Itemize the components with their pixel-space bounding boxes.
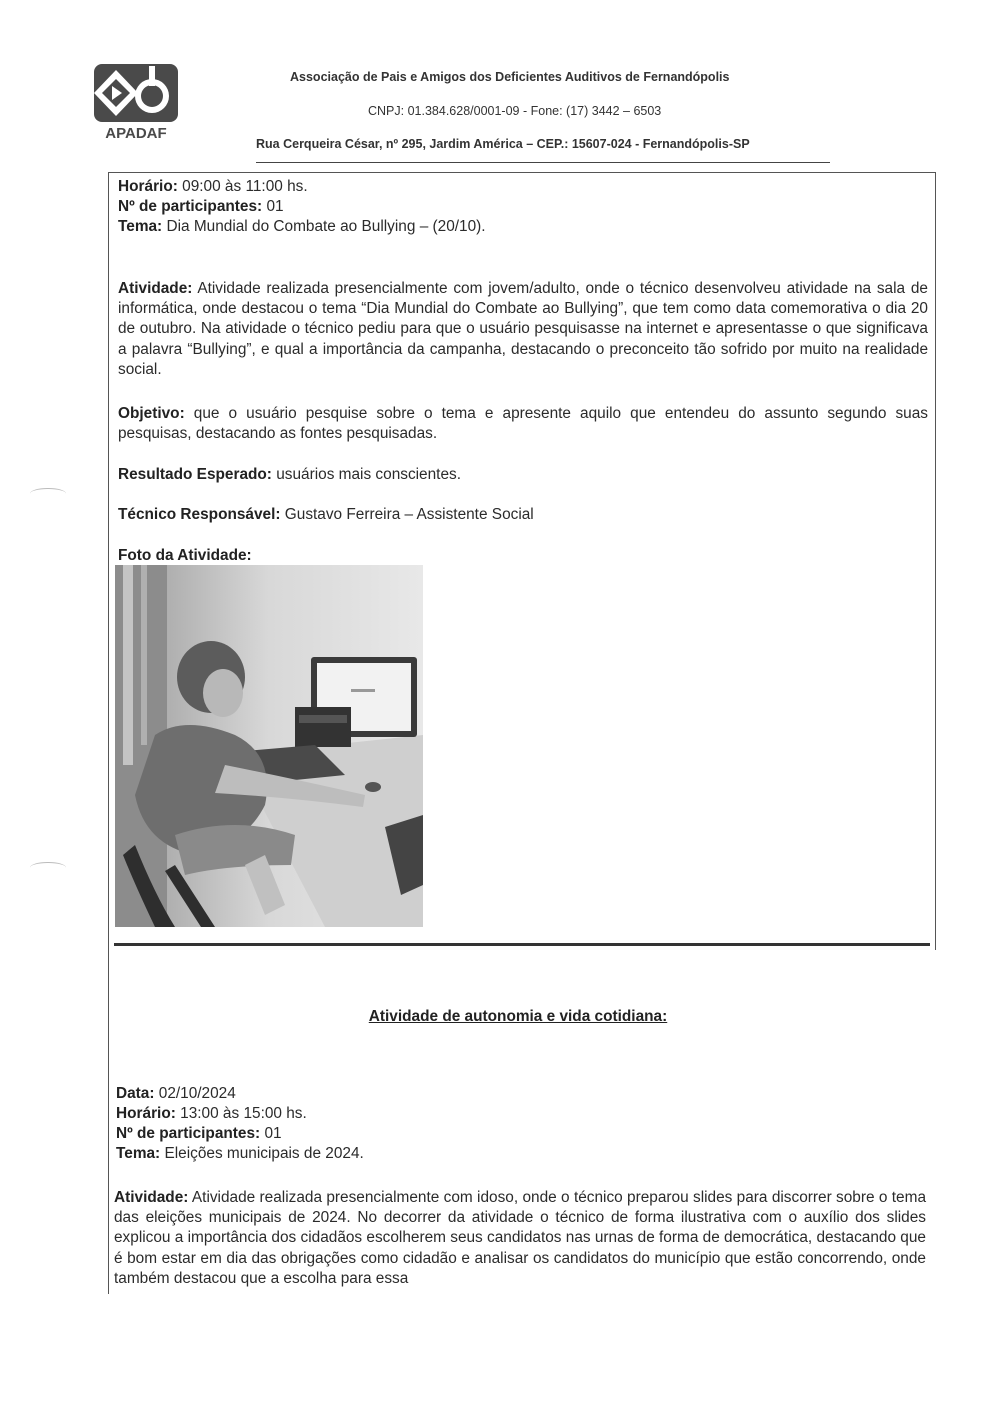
frame-right-border bbox=[935, 172, 936, 950]
organization-cnpj-phone: CNPJ: 01.384.628/0001-09 - Fone: (17) 3442 – 6503 bbox=[368, 104, 662, 118]
participantes-label: Nº de participantes: bbox=[118, 198, 263, 215]
activity1-objetivo bbox=[118, 404, 928, 444]
activity2-atividade bbox=[114, 1188, 926, 1289]
activity2-data bbox=[116, 1084, 236, 1104]
objetivo-label: Objetivo: bbox=[118, 405, 185, 422]
tema-value: Eleições municipais de 2024. bbox=[160, 1145, 364, 1162]
participantes-value: 01 bbox=[260, 1125, 282, 1142]
activity1-resultado bbox=[118, 465, 461, 485]
apadaf-logo bbox=[92, 62, 180, 142]
organization-name: Associação de Pais e Amigos dos Deficientes Auditivos de Fernandópolis bbox=[290, 70, 730, 84]
data-label: Data: bbox=[116, 1085, 155, 1102]
section-title: Atividade de autonomia e vida cotidiana: bbox=[368, 1008, 668, 1025]
scan-mark bbox=[30, 488, 66, 499]
activity1-tecnico bbox=[118, 505, 534, 525]
atividade-text: Atividade realizada presencialmente com idoso, onde o técnico preparou slides para discorrer sobre o tema das eleições municipais de 2024. No decorrer da atividade o técnico de forma ilustrativa com o auxílio dos slides explicou a importância dos cidadãos escolherem seus candidatos nas urnas de forma de democrática, destacando que é bom estar em dia das obrigações como cidadão e analisar os candidatos do município que estão concorrendo, onde também destacou que a escolha para essa bbox=[114, 1189, 926, 1287]
tema-value: Dia Mundial do Combate ao Bullying – (20/10). bbox=[162, 218, 486, 235]
objetivo-text: que o usuário pesquise sobre o tema e apresente aquilo que entendeu do assunto segundo suas pesquisas, destacando as fontes pesquisadas. bbox=[118, 405, 928, 443]
activity1-atividade bbox=[118, 279, 928, 380]
tema-label: Tema: bbox=[116, 1145, 161, 1162]
activity1-tema bbox=[118, 217, 486, 237]
frame-left-border bbox=[108, 172, 109, 1294]
organization-address: Rua Cerqueira César, nº 295, Jardim América – CEP.: 15607-024 - Fernandópolis-SP bbox=[256, 137, 750, 151]
horario-label: Horário: bbox=[116, 1105, 176, 1122]
horario-value: 09:00 às 11:00 hs. bbox=[177, 178, 308, 195]
activity1-participantes bbox=[118, 197, 284, 217]
foto-label: Foto da Atividade: bbox=[118, 547, 252, 564]
tecnico-value: Gustavo Ferreira – Assistente Social bbox=[280, 506, 534, 523]
participantes-label: Nº de participantes: bbox=[116, 1125, 261, 1142]
activity1-horario bbox=[118, 177, 308, 197]
activity-photo bbox=[115, 565, 423, 927]
resultado-label: Resultado Esperado: bbox=[118, 466, 272, 483]
logo-text: APADAF bbox=[105, 125, 167, 142]
horario-value: 13:00 às 15:00 hs. bbox=[175, 1105, 307, 1122]
atividade-text: Atividade realizada presencialmente com jovem/adulto, onde o técnico desenvolveu atividade na sala de informática, onde destacou o tema “Dia Mundial do Combate ao Bullying”, que tem como data comemorativa o dia 20 de outubro. Na atividade o técnico pediu para que o usuário pesquisasse na internet e apresentasse o que significava a palavra “Bullying”, e qual a importância da campanha, destacando o preconceito tão sofrido por muito na realidade social. bbox=[118, 280, 928, 378]
section-divider bbox=[114, 943, 930, 946]
atividade-label: Atividade: bbox=[114, 1189, 189, 1206]
activity2-participantes bbox=[116, 1124, 282, 1144]
activity2-tema bbox=[116, 1144, 364, 1164]
atividade-label: Atividade: bbox=[118, 280, 193, 297]
frame-top-border bbox=[108, 172, 936, 173]
tecnico-label: Técnico Responsável: bbox=[118, 506, 281, 523]
participantes-value: 01 bbox=[262, 198, 284, 215]
horario-label: Horário: bbox=[118, 178, 178, 195]
header-divider bbox=[256, 162, 830, 163]
scan-mark bbox=[30, 862, 66, 873]
resultado-value: usuários mais conscientes. bbox=[271, 466, 461, 483]
activity2-horario bbox=[116, 1104, 307, 1124]
tema-label: Tema: bbox=[118, 218, 163, 235]
data-value: 02/10/2024 bbox=[154, 1085, 236, 1102]
